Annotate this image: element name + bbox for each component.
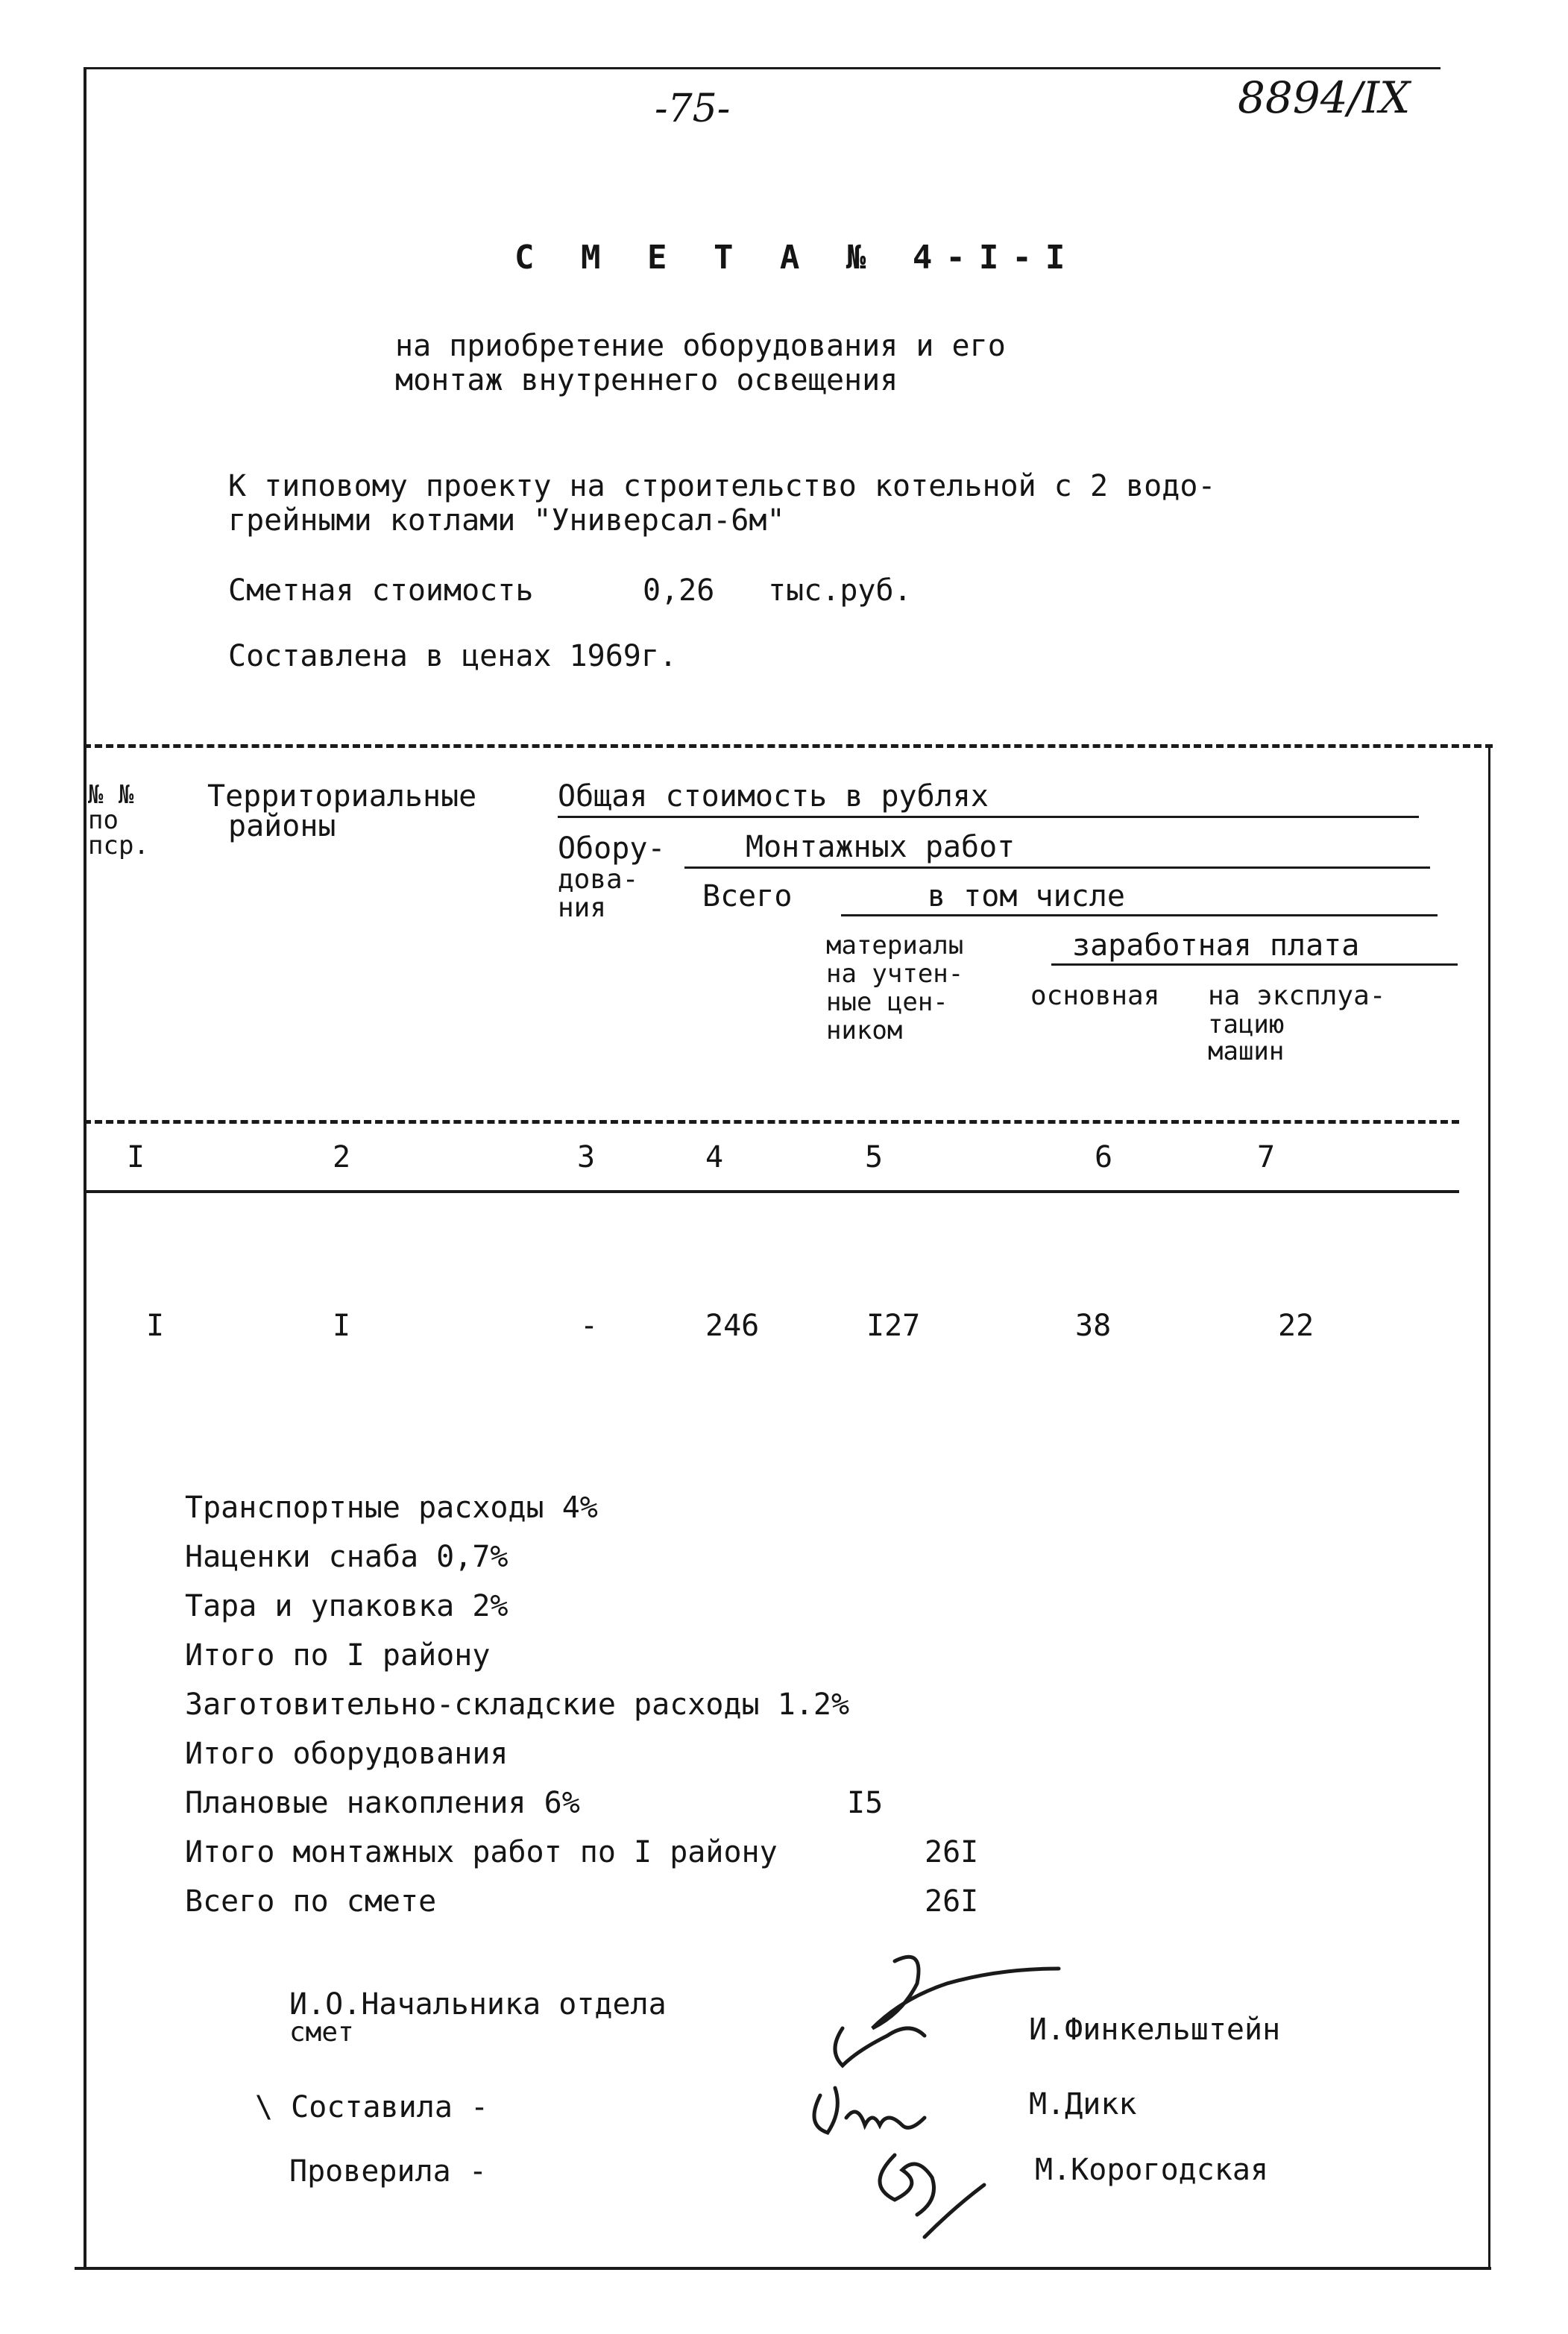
summary-label: Итого по I району	[185, 1638, 491, 1673]
table-cell: -	[580, 1309, 599, 1343]
summary-label: Итого оборудования	[185, 1737, 509, 1771]
column-number-4: 4	[705, 1140, 724, 1174]
left-border	[84, 69, 86, 2268]
header-mounting: Монтажных работ	[746, 830, 1016, 864]
header-equipment-3: ния	[558, 893, 607, 923]
cost-value: 0,26	[643, 573, 715, 608]
table-top-rule	[84, 744, 1493, 748]
header-num-2: по	[88, 805, 119, 835]
column-number-6: 6	[1095, 1140, 1113, 1174]
summary-label: Наценки снаба 0,7%	[185, 1540, 509, 1574]
header-num-1: № №	[88, 780, 134, 810]
header-regions-2: районы	[228, 809, 336, 843]
project-line-2: грейными котлами "Универсал-6м"	[228, 503, 785, 538]
signatory-role: Проверила -	[289, 2154, 487, 2189]
signatory-name: М.Корогодская	[1035, 2153, 1269, 2187]
signatory-role: смет	[289, 2017, 354, 2048]
page-number: -75-	[655, 86, 731, 131]
header-materials-4: ником	[826, 1016, 903, 1045]
cost-unit: тыс.руб.	[768, 573, 912, 608]
top-border	[84, 67, 1441, 69]
header-operation-3: машин	[1208, 1037, 1285, 1066]
summary-value: I5	[847, 1786, 884, 1820]
summary-label: Плановые накопления 6%	[185, 1786, 580, 1820]
signatory-role: \ Составила -	[255, 2090, 489, 2124]
summary-value: 26I	[925, 1884, 979, 1919]
header-materials-3: ные цен-	[826, 987, 948, 1017]
table-cell: 22	[1278, 1309, 1314, 1343]
prices-line: Составлена в ценах 1969г.	[228, 639, 678, 673]
total-cost-rule	[558, 816, 1419, 818]
including-rule	[841, 914, 1438, 916]
bottom-border	[75, 2267, 1491, 2270]
subtitle-line-2: монтаж внутреннего освещения	[395, 363, 898, 397]
header-materials-2: на учтен-	[826, 959, 964, 989]
column-number-7: 7	[1257, 1140, 1276, 1174]
mounting-rule	[684, 866, 1430, 869]
cost-label: Сметная стоимость	[228, 573, 534, 608]
header-including: в том числе	[928, 879, 1125, 913]
header-total-cost: Общая стоимость в рублях	[558, 779, 989, 814]
handwritten-signatures	[775, 1939, 1089, 2252]
column-numbers-bottom-rule	[84, 1190, 1459, 1193]
column-numbers-top-rule	[84, 1120, 1459, 1124]
header-all: Всего	[702, 879, 793, 913]
summary-value: 26I	[925, 1835, 979, 1869]
table-cell: 246	[705, 1309, 760, 1343]
summary-label: Заготовительно-складские расходы 1.2%	[185, 1687, 850, 1722]
table-cell: 38	[1075, 1309, 1112, 1343]
header-materials-1: материалы	[826, 931, 964, 960]
archive-number: 8894/IX	[1238, 72, 1411, 123]
table-cell: I27	[866, 1309, 921, 1343]
summary-label: Итого монтажных работ по I району	[185, 1835, 778, 1869]
document-title: С М Е Т А № 4-I-I	[514, 239, 1079, 277]
signatory-role: И.О.Начальника отдела	[289, 1987, 667, 2022]
summary-label: Всего по смете	[185, 1884, 437, 1919]
subtitle-line-1: на приобретение оборудования и его	[395, 329, 1006, 363]
column-number-5: 5	[865, 1140, 884, 1174]
header-equipment-1: Обору-	[558, 831, 666, 866]
column-number-1: I	[127, 1140, 145, 1174]
header-regions-1: Территориальные	[207, 779, 477, 814]
signatory-name: М.Дикк	[1029, 2087, 1137, 2121]
header-operation-1: на эксплуа-	[1208, 981, 1386, 1011]
summary-label: Транспортные расходы 4%	[185, 1491, 598, 1525]
right-border	[1488, 746, 1490, 2267]
column-number-3: 3	[577, 1140, 596, 1174]
column-number-2: 2	[333, 1140, 351, 1174]
header-wages: заработная плата	[1072, 928, 1360, 963]
header-equipment-2: дова-	[558, 864, 639, 895]
summary-label: Тара и упаковка 2%	[185, 1589, 509, 1623]
table-cell: I	[146, 1309, 165, 1343]
wages-rule	[1051, 963, 1458, 966]
signatory-name: И.Финкельштейн	[1029, 2013, 1281, 2047]
header-operation-2: тацию	[1208, 1010, 1285, 1039]
table-cell: I	[333, 1309, 351, 1343]
header-basic: основная	[1030, 981, 1160, 1011]
header-num-3: пср.	[88, 831, 149, 861]
project-line-1: К типовому проекту на строительство котельной с 2 водо-	[228, 469, 1216, 503]
